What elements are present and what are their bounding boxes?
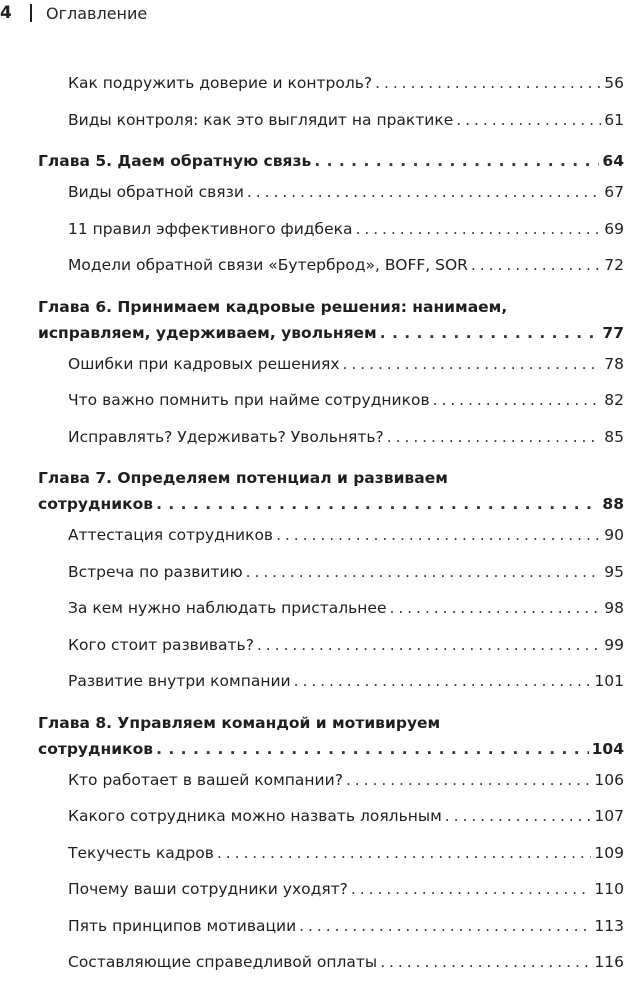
toc-entry-page: 113	[594, 916, 624, 935]
toc-entry-page: 67	[604, 183, 624, 201]
toc-chapter[interactable]	[0, 148, 626, 174]
toc-entry-title: 11 правил эффективного фидбека	[68, 219, 353, 238]
toc-entry-title: Как подружить доверие и контроль?	[68, 74, 373, 92]
toc-entry-title: Виды обратной связи	[68, 183, 244, 201]
toc-chapter-page: 77	[602, 323, 624, 342]
toc-entry[interactable]	[0, 65, 626, 102]
leader-dots	[380, 944, 591, 981]
toc-entry[interactable]	[0, 798, 626, 835]
toc-entry-page: 116	[594, 953, 624, 971]
running-title: Оглавление	[46, 3, 148, 23]
leader-dots	[156, 736, 589, 762]
leader-dots	[217, 835, 592, 872]
toc-entry[interactable]	[0, 663, 626, 700]
toc-entry-title: Развитие внутри компании	[68, 672, 291, 690]
toc-entry[interactable]	[0, 590, 626, 627]
toc-entry[interactable]	[0, 908, 626, 945]
toc-entry[interactable]	[0, 211, 626, 248]
toc-entry-title: Почему ваши сотрудники уходят?	[68, 880, 348, 898]
toc-entry[interactable]	[0, 346, 626, 383]
toc-entry-title: Что важно помнить при найме сотрудников	[68, 391, 430, 409]
toc-chapter-page: 104	[591, 739, 624, 758]
toc-entry-title: Аттестация сотрудников	[68, 526, 274, 544]
toc-entry-page: 82	[604, 391, 624, 409]
toc-entry-page: 101	[594, 672, 624, 690]
leader-dots	[314, 148, 599, 174]
toc-entry[interactable]	[0, 835, 626, 872]
toc-entry-page: 109	[594, 843, 624, 862]
toc-chapter-title-line1: Глава 6. Принимаем кадровые решения: нанимаем,	[38, 297, 508, 316]
toc-entry[interactable]	[0, 174, 626, 211]
leader-dots	[346, 762, 591, 799]
toc-entry-page: 98	[604, 599, 624, 617]
toc-entry-page: 85	[604, 427, 624, 446]
leader-dots	[471, 247, 601, 284]
leader-dots	[246, 554, 602, 591]
leader-dots	[355, 211, 601, 248]
leader-dots	[343, 346, 602, 383]
leader-dots	[294, 663, 592, 700]
toc-entry-page: 110	[594, 880, 624, 898]
toc-entry-page: 95	[604, 562, 624, 581]
toc-entry-title: Исправлять? Удерживать? Увольнять?	[68, 427, 384, 446]
toc-entry-title: Встреча по развитию	[68, 562, 243, 581]
header-divider	[30, 4, 32, 22]
toc-entry-page: 56	[604, 74, 624, 92]
toc-entry-page: 72	[604, 256, 624, 274]
toc-entry-page: 69	[604, 219, 624, 238]
toc-entry[interactable]	[0, 871, 626, 908]
toc-chapter[interactable]	[0, 465, 626, 517]
toc-chapter-title-line1: Глава 8. Управляем командой и мотивируем	[38, 713, 441, 732]
leader-dots	[247, 174, 601, 211]
toc-entry-title: Кто работает в вашей компании?	[68, 770, 343, 789]
leader-dots	[387, 419, 602, 456]
toc-chapter-title-line1: Глава 7. Определяем потенциал и развиваем	[38, 469, 448, 487]
toc-entry[interactable]	[0, 102, 626, 139]
toc-chapter-page: 64	[602, 152, 624, 170]
toc-entry-title: Какого сотрудника можно назвать лояльным	[68, 807, 442, 825]
leader-dots	[380, 320, 600, 346]
toc-chapter-title: сотрудников	[38, 495, 154, 513]
toc-entry[interactable]	[0, 419, 626, 456]
toc-chapter-page: 88	[602, 495, 624, 513]
toc-chapter-title: исправляем, удерживаем, увольняем	[38, 323, 377, 342]
toc-chapter-title: сотрудников	[38, 739, 154, 758]
toc-entry-title: Модели обратной связи «Бутерброд», BOFF, SOR	[68, 256, 468, 274]
toc-entry[interactable]	[0, 627, 626, 664]
toc-chapter-title: Глава 5. Даем обратную связь	[38, 152, 312, 170]
toc-entry[interactable]	[0, 517, 626, 554]
leader-dots	[445, 798, 592, 835]
toc-entry-title: Текучесть кадров	[68, 843, 214, 862]
leader-dots	[375, 65, 601, 102]
leader-dots	[351, 871, 592, 908]
toc-entry-title: Кого стоит развивать?	[68, 635, 254, 654]
toc-entry-title: За кем нужно наблюдать пристальнее	[68, 599, 387, 617]
toc-entry-page: 107	[594, 807, 624, 825]
toc-entry[interactable]	[0, 247, 626, 284]
page-header	[0, 0, 626, 26]
toc-entry-page: 99	[604, 635, 624, 654]
leader-dots	[299, 908, 591, 945]
toc-entry[interactable]	[0, 944, 626, 981]
leader-dots	[156, 491, 599, 517]
toc-entry-page: 61	[604, 110, 624, 129]
toc-entry-title: Ошибки при кадровых решениях	[68, 354, 340, 373]
toc-entry-page: 78	[604, 354, 624, 373]
toc-entry[interactable]	[0, 762, 626, 799]
toc-entry-page: 106	[594, 770, 624, 789]
toc-entry-title: Составляющие справедливой оплаты	[68, 953, 378, 971]
leader-dots	[276, 517, 601, 554]
toc-entry[interactable]	[0, 382, 626, 419]
toc-entry-title: Виды контроля: как это выглядит на практике	[68, 110, 454, 129]
page-number: 4	[0, 3, 12, 23]
leader-dots	[390, 590, 602, 627]
table-of-contents	[0, 65, 626, 981]
leader-dots	[257, 627, 601, 664]
leader-dots	[433, 382, 602, 419]
toc-chapter[interactable]	[0, 294, 626, 346]
toc-entry[interactable]	[0, 554, 626, 591]
toc-entry-page: 90	[604, 526, 624, 544]
leader-dots	[456, 102, 601, 139]
toc-entry-title: Пять принципов мотивации	[68, 916, 297, 935]
toc-chapter[interactable]	[0, 710, 626, 762]
